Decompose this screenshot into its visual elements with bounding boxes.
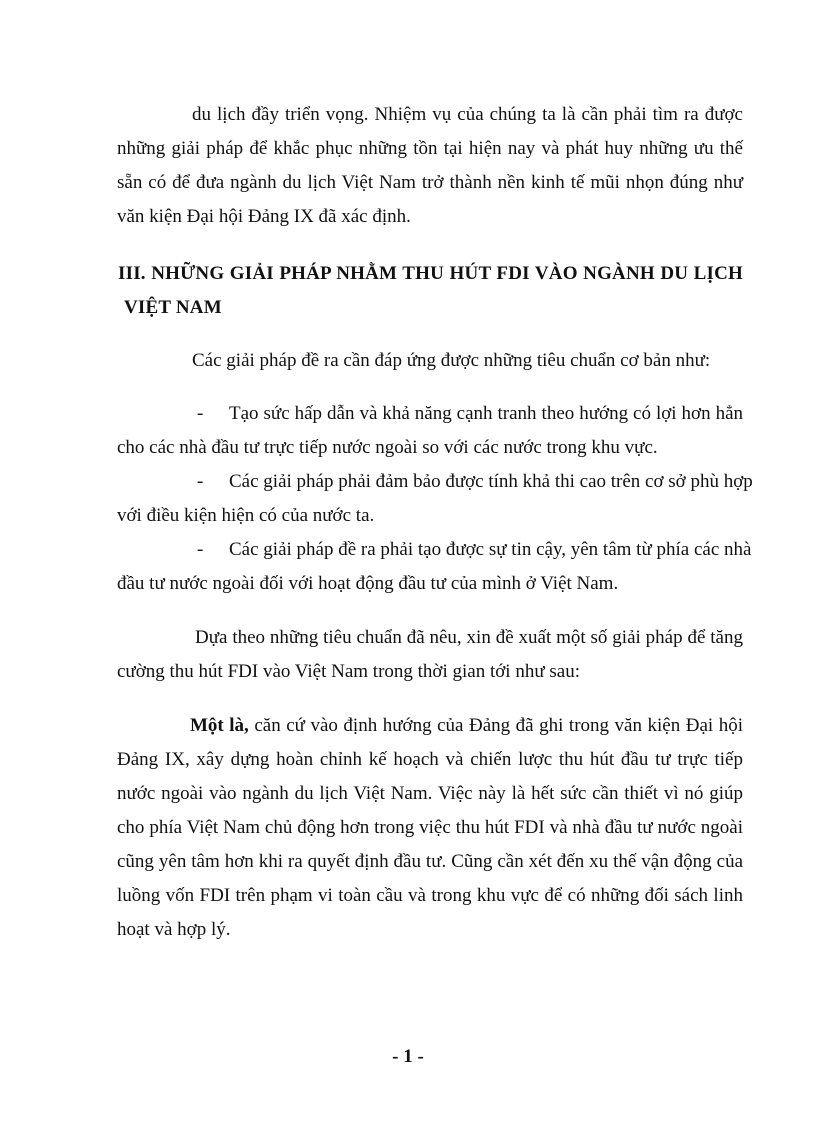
solution-one-line-4: cho phía Việt Nam chủ động hơn trong việc thu hút FDI và nhà đầu tư nước ngoài — [117, 817, 743, 838]
page-number: - 1 - — [392, 1046, 424, 1067]
intro-line-2: những giải pháp để khắc phục những tồn tại hiện nay và phát huy những ưu thế — [117, 138, 743, 159]
bullet-dash: - — [197, 471, 204, 492]
solution-one-line-2: Đảng IX, xây dựng hoàn chỉnh kế hoạch và chiến lược thu hút đầu tư trực tiếp — [117, 749, 743, 770]
criteria-item-2-line-2: với điều kiện hiện có của nước ta. — [117, 505, 375, 526]
solution-one-line-1 — [190, 709, 743, 743]
criteria-item-1-line-2: cho các nhà đầu tư trực tiếp nước ngoài so với các nước trong khu vực. — [117, 437, 658, 458]
solution-one-line-6: luồng vốn FDI trên phạm vi toàn cầu và trong khu vực để có những đối sách linh — [117, 885, 743, 906]
section-heading-line-1: III. NHỮNG GIẢI PHÁP NHẰM THU HÚT FDI VÀO NGÀNH DU LỊCH — [118, 263, 743, 284]
section-heading-line-2: VIỆT NAM — [124, 297, 222, 318]
bullet-dash: - — [197, 539, 204, 560]
solution-one-lead: Một là, — [190, 715, 249, 736]
bullet-dash: - — [197, 403, 204, 424]
intro-line-1: du lịch đầy triển vọng. Nhiệm vụ của chúng ta là cần phải tìm ra được — [192, 104, 743, 125]
criteria-item-1-line-1: Tạo sức hấp dẫn và khả năng cạnh tranh theo hướng có lợi hơn hẳn — [229, 403, 743, 424]
solution-one-line-5: cũng yên tâm hơn khi ra quyết định đầu tư. Cũng cần xét đến xu thế vận động của — [117, 851, 743, 872]
solution-one-line-7: hoạt và hợp lý. — [117, 919, 231, 940]
intro-line-4: văn kiện Đại hội Đảng IX đã xác định. — [117, 206, 411, 227]
intro-line-3: sẵn có để đưa ngành du lịch Việt Nam trở thành nền kinh tế mũi nhọn đúng như — [117, 172, 743, 193]
proposal-line-2: cường thu hút FDI vào Việt Nam trong thời gian tới như sau: — [117, 661, 580, 682]
solution-one-line-1-text: căn cứ vào định hướng của Đảng đã ghi trong văn kiện Đại hội — [248, 715, 743, 736]
solution-one-line-3: nước ngoài vào ngành du lịch Việt Nam. Việc này là hết sức cần thiết vì nó giúp — [117, 783, 743, 804]
criteria-item-3-line-1: Các giải pháp đề ra phải tạo được sự tin cậy, yên tâm từ phía các nhà — [229, 539, 752, 560]
criteria-item-2-line-1: Các giải pháp phải đảm bảo được tính khả thi cao trên cơ sở phù hợp — [229, 471, 753, 492]
criteria-item-3-line-2: đầu tư nước ngoài đối với hoạt động đầu tư của mình ở Việt Nam. — [117, 573, 619, 594]
criteria-intro: Các giải pháp đề ra cần đáp ứng được những tiêu chuẩn cơ bản như: — [192, 350, 711, 371]
proposal-line-1: Dựa theo những tiêu chuẩn đã nêu, xin đề xuất một số giải pháp để tăng — [195, 627, 743, 648]
